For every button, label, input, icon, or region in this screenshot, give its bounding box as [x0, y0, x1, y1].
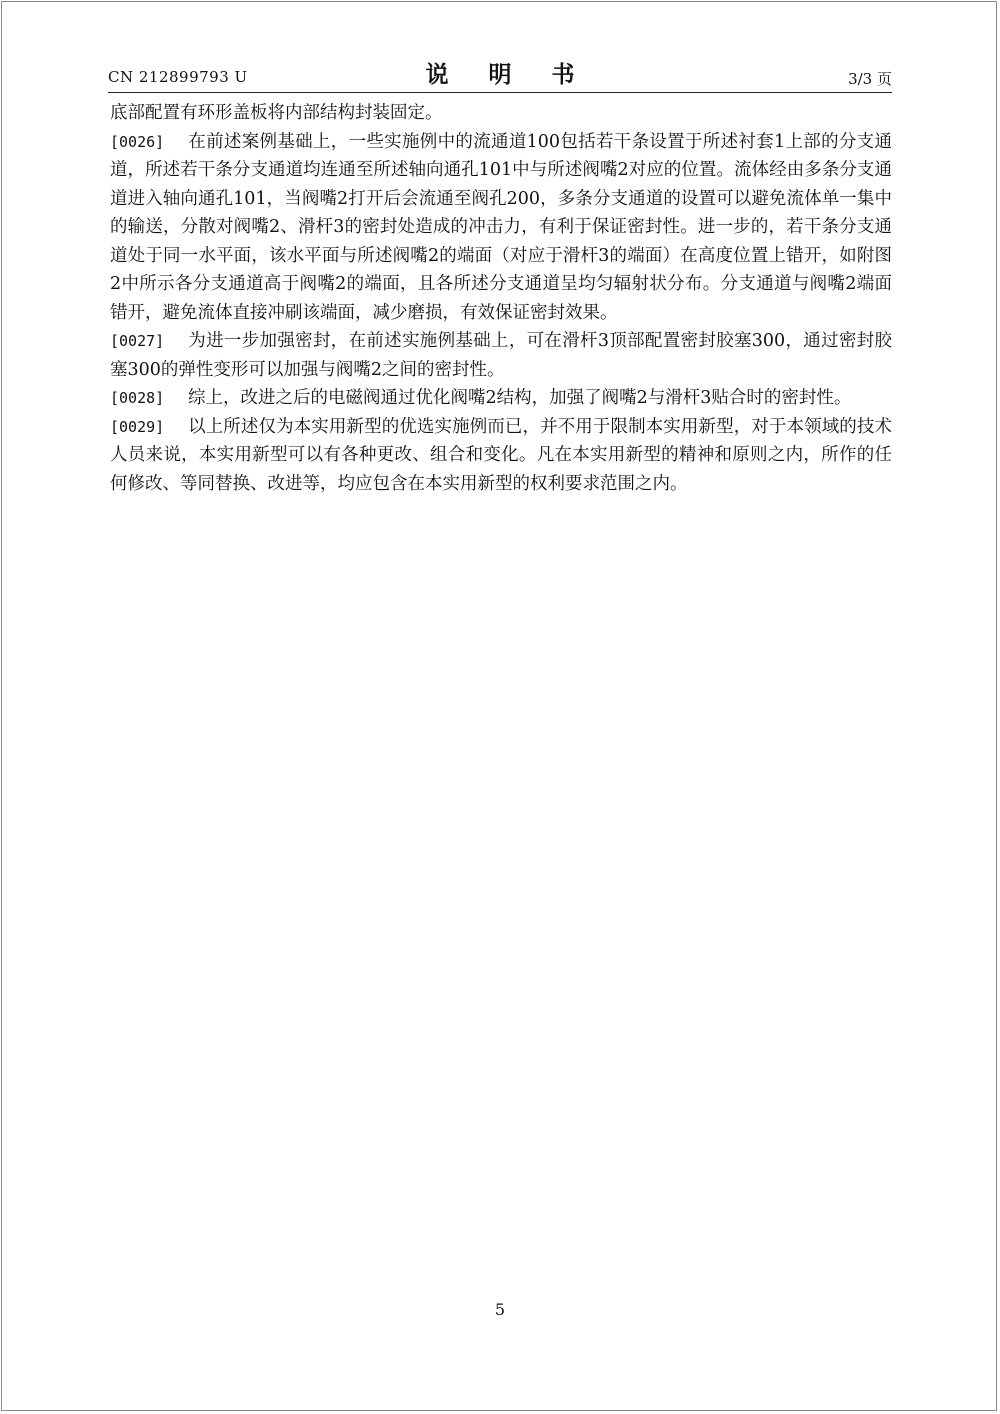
paragraph-text: 在前述案例基础上，一些实施例中的流通道100包括若干条设置于所述衬套1上部的分支通道，所述若干条分支通道均连通至所述轴向通孔101中与所述阀嘴2对应的位置。流体经由多条分支通道进入轴向通孔101，当阀嘴2打开后会流通至阀孔200，多条分支通道的设置可以避免流体单一集中的输送，分散对阀嘴2、滑杆3的密封处造成的冲击力，有利于保证密封性。进一步的，若干条分支通道处于同一水平面，该水平面与所述阀嘴2的端面（对应于滑杆3的端面）在高度位置上错开，如附图2中所示各分支通道高于阀嘴2的端面，且各所述分支通道呈均匀辐射状分布。分支通道与阀嘴2端面错开，避免流体直接冲刷该端面，减少磨损，有效保证密封效果。	[110, 131, 892, 323]
paragraph-0026	[110, 128, 892, 328]
description-body	[110, 99, 892, 498]
paragraph-0028	[110, 384, 892, 413]
continuation-text: 底部配置有环形盖板将内部结构封装固定。	[110, 103, 443, 123]
paragraph-number: [0028]	[110, 389, 165, 407]
page-number: 5	[494, 1300, 506, 1319]
paragraph-text: 以上所述仅为本实用新型的优选实施例而已，并不用于限制本实用新型，对于本领域的技术人员来说，本实用新型可以有各种更改、组合和变化。凡在本实用新型的精神和原则之内，所作的任何修改、等同替换、改进等，均应包含在本实用新型的权利要求范围之内。	[110, 416, 892, 494]
publication-number: CN 212899793 U	[108, 68, 248, 86]
header-divider	[108, 92, 892, 93]
page-header	[108, 56, 892, 90]
paragraph-0029	[110, 413, 892, 499]
paragraph-text: 综上，改进之后的电磁阀通过优化阀嘴2结构，加强了阀嘴2与滑杆3贴合时的密封性。	[188, 388, 852, 408]
paragraph-number: [0026]	[110, 132, 165, 151]
paragraph-text: 为进一步加强密封，在前述实施例基础上，可在滑杆3顶部配置密封胶塞300，通过密封胶塞300的弹性变形可以加强与阀嘴2之间的密封性。	[110, 331, 892, 380]
paragraph-number: [0029]	[110, 417, 165, 436]
page-indicator: 3/3 页	[848, 70, 892, 88]
paragraph-0027	[110, 327, 892, 384]
paragraph-number: [0027]	[110, 332, 165, 350]
document-title: 说 明 书	[425, 61, 591, 88]
